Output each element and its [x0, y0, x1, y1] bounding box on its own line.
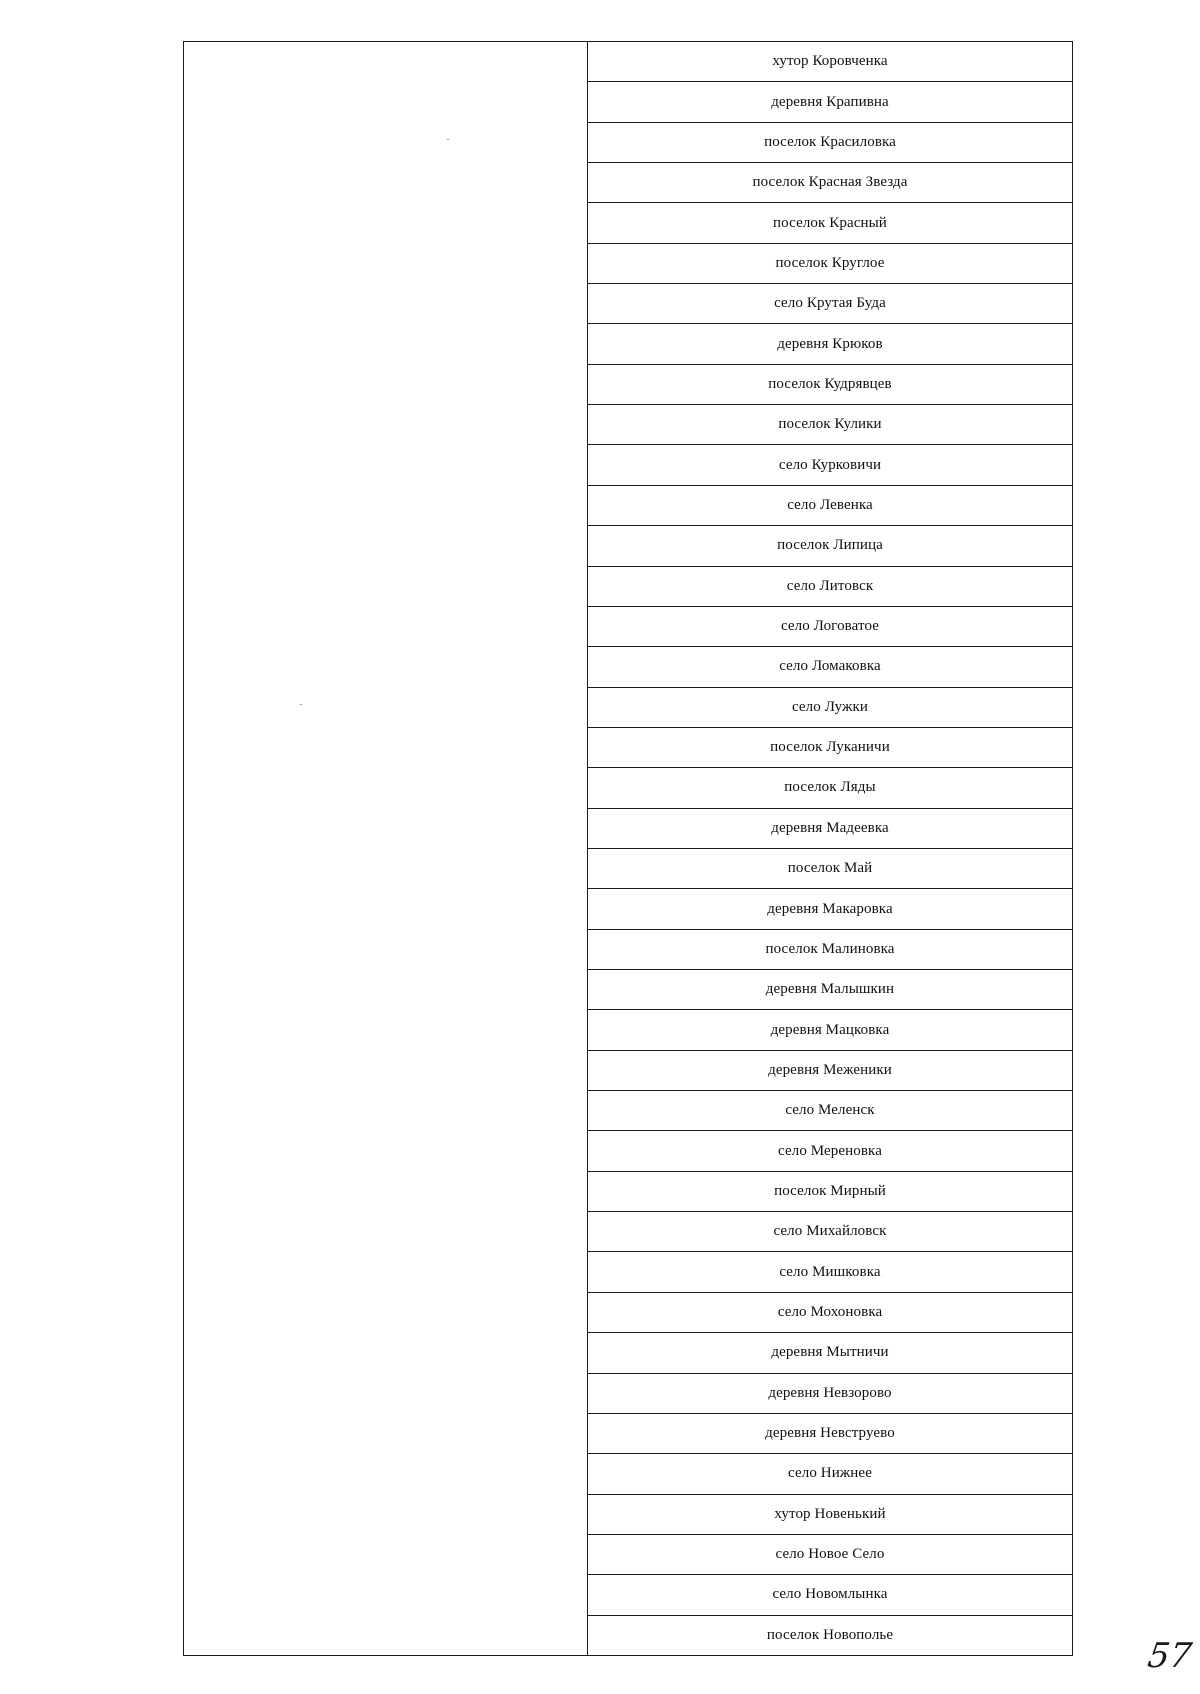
table-row: поселок Малиновка	[588, 930, 1072, 970]
table-row: деревня Макаровка	[588, 889, 1072, 929]
table-row: село Лужки	[588, 688, 1072, 728]
table-row: село Новое Село	[588, 1535, 1072, 1575]
table-row: хутор Коровченка	[588, 42, 1072, 82]
table-row: село Мохоновка	[588, 1293, 1072, 1333]
table-row: село Левенка	[588, 486, 1072, 526]
settlement-list-column	[588, 42, 1072, 1655]
settlements-table	[183, 41, 1073, 1656]
table-row: деревня Мытничи	[588, 1333, 1072, 1373]
table-row: село Литовск	[588, 567, 1072, 607]
table-row: деревня Мацковка	[588, 1010, 1072, 1050]
table-row: поселок Луканичи	[588, 728, 1072, 768]
table-row: деревня Малышкин	[588, 970, 1072, 1010]
table-row: село Логоватое	[588, 607, 1072, 647]
table-row: поселок Липица	[588, 526, 1072, 566]
table-row: поселок Кулики	[588, 405, 1072, 445]
table-row: поселок Новополье	[766, 1627, 894, 1644]
table-row: поселок Май	[588, 849, 1072, 889]
table-row: деревня Меженики	[588, 1051, 1072, 1091]
table-row: деревня Мадеевка	[588, 809, 1072, 849]
table-row: деревня Крапивна	[588, 82, 1072, 122]
table-row: село Ломаковка	[588, 647, 1072, 687]
table-row: поселок Ляды	[588, 768, 1072, 808]
table-row: село Мишковка	[588, 1253, 1072, 1293]
page-number: 57	[1145, 1636, 1195, 1676]
table-row: деревня Крюков	[588, 324, 1072, 364]
table-row: село Михайловск	[588, 1212, 1072, 1252]
table-row: село Мереновка	[588, 1131, 1072, 1171]
table-row: поселок Красиловка	[588, 123, 1072, 163]
table-row: поселок Мирный	[588, 1172, 1072, 1212]
table-row: деревня Невструево	[588, 1414, 1072, 1454]
table-row: хутор Новенький	[588, 1495, 1072, 1535]
table-row: село Нижнее	[588, 1454, 1072, 1494]
table-row: поселок Красный	[588, 203, 1072, 243]
table-row: деревня Невзорово	[588, 1374, 1072, 1414]
table-row: поселок Кудрявцев	[588, 365, 1072, 405]
table-row: село Меленск	[588, 1091, 1072, 1131]
table-row: село Курковичи	[588, 446, 1072, 486]
table-left-cell	[184, 42, 588, 1655]
table-row: село Новомлынка	[588, 1575, 1072, 1615]
table-row: поселок Круглое	[588, 244, 1072, 284]
table-row: село Крутая Буда	[588, 284, 1072, 324]
table-row: поселок Красная Звезда	[588, 163, 1072, 203]
